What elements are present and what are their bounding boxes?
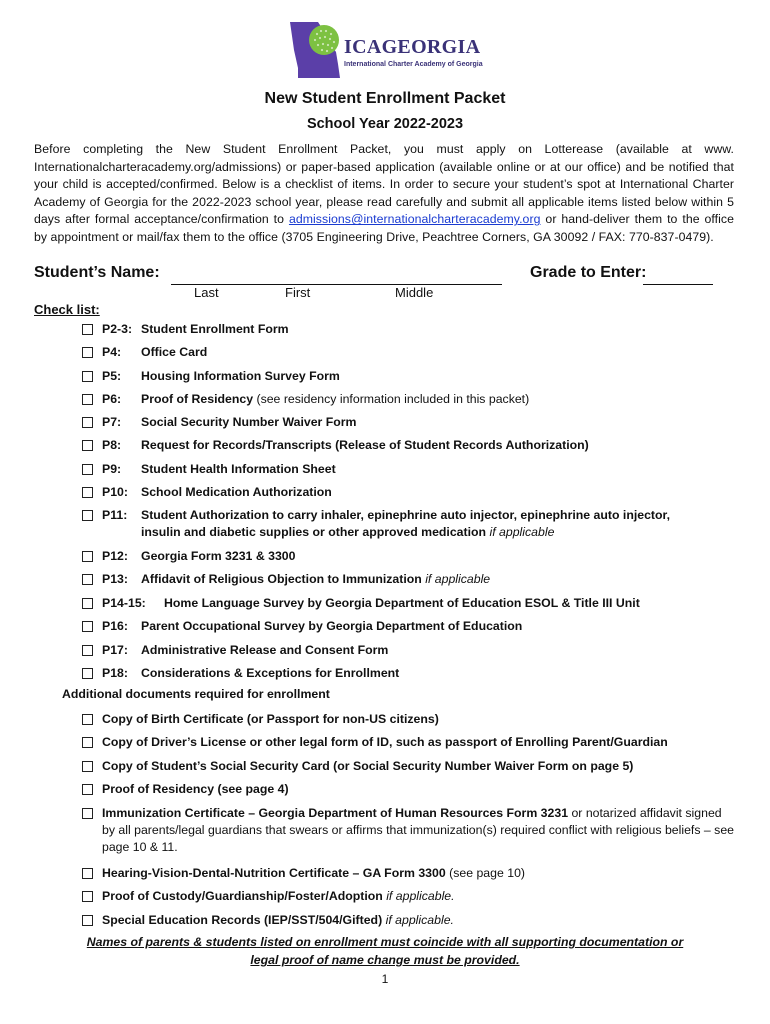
checkbox[interactable] xyxy=(82,761,93,772)
checkbox[interactable] xyxy=(82,737,93,748)
item-desc-text: Special Education Records (IEP/SST/504/Gifted) xyxy=(102,913,383,927)
first-label: First xyxy=(285,285,311,300)
checklist-title: Check list: xyxy=(34,302,100,317)
item-applicable-note: if applicable xyxy=(421,572,491,586)
item-description xyxy=(141,665,701,682)
item-page-code: P8: xyxy=(102,438,122,452)
item-page-code: P17: xyxy=(102,643,128,657)
item-page-code: P6: xyxy=(102,392,122,406)
item-desc-text: Student Enrollment Form xyxy=(141,322,289,336)
item-desc-text: Parent Occupational Survey by Georgia Department of Education xyxy=(141,619,523,633)
doc-description xyxy=(102,711,734,728)
additional-docs-title: Additional documents required for enrollment xyxy=(62,687,330,701)
item-note: (see residency information included in this packet) xyxy=(253,392,530,406)
item-page-code: P9: xyxy=(102,462,122,476)
item-description xyxy=(141,414,701,431)
logo-subtitle: International Charter Academy of Georgia xyxy=(344,61,483,68)
item-description xyxy=(141,461,701,478)
checkbox[interactable] xyxy=(82,598,93,609)
item-applicable-note: if applicable. xyxy=(382,913,454,927)
item-desc-text: Administrative Release and Consent Form xyxy=(141,643,389,657)
item-description xyxy=(141,548,701,565)
item-page-code: P13: xyxy=(102,572,128,586)
item-desc-text: Social Security Number Waiver Form xyxy=(141,415,357,429)
item-desc-text: Request for Records/Transcripts (Release of Student Records Authorization) xyxy=(141,438,589,452)
checkbox[interactable] xyxy=(82,510,93,521)
page-title: New Student Enrollment Packet xyxy=(264,90,506,107)
item-desc-text: Copy of Birth Certificate (or Passport for non-US citizens) xyxy=(102,712,439,726)
logo-name: ICAGEORGIA xyxy=(344,36,481,58)
checkbox[interactable] xyxy=(82,868,93,879)
checkbox[interactable] xyxy=(82,574,93,585)
intro-paragraph xyxy=(34,141,734,247)
admissions-email-link[interactable]: admissions@internationalcharteracademy.org xyxy=(288,212,541,227)
page-number: 1 xyxy=(381,972,389,986)
item-desc-text: School Medication Authorization xyxy=(141,485,332,499)
item-desc-text: Georgia Form 3231 & 3300 xyxy=(141,549,296,563)
item-description xyxy=(141,321,701,338)
item-description xyxy=(141,344,701,361)
checkbox[interactable] xyxy=(82,784,93,795)
item-desc-text: Office Card xyxy=(141,345,208,359)
item-desc-text: Considerations & Exceptions for Enrollment xyxy=(141,666,400,680)
item-desc-text: Affidavit of Religious Objection to Immunization xyxy=(141,572,422,586)
checkbox[interactable] xyxy=(82,808,93,819)
checkbox[interactable] xyxy=(82,915,93,926)
item-description xyxy=(141,368,701,385)
intro-text-before: Before completing the New Student Enrollment Packet, you must apply on Lotterease (available at www. Internationalcharteracademy.org/admissions) or paper-based application (available online or at our office) and be notified that your child is accepted/confirmed. Below is a checklist of items. In order to secure your student’s spot at International Charter Academy of Georgia for the 2022-2023 school year, please read carefully and submit all applicable items listed below within 5 days after formal acceptance/confirmation to xyxy=(34,142,734,227)
checkbox[interactable] xyxy=(82,487,93,498)
item-description xyxy=(141,571,701,588)
checkbox[interactable] xyxy=(82,891,93,902)
checkbox[interactable] xyxy=(82,621,93,632)
item-desc-text: Proof of Residency (see page 4) xyxy=(102,782,289,796)
checkbox[interactable] xyxy=(82,714,93,725)
middle-label: Middle xyxy=(395,285,434,300)
checkbox[interactable] xyxy=(82,464,93,475)
checkbox[interactable] xyxy=(82,668,93,679)
item-description xyxy=(141,391,701,408)
doc-description xyxy=(102,888,734,905)
item-desc-text: Copy of Student’s Social Security Card (or Social Security Number Waiver Form on page 5) xyxy=(102,759,634,773)
grade-field[interactable] xyxy=(643,284,713,285)
item-page-code: P10: xyxy=(102,485,128,499)
student-name-label: Student’s Name: xyxy=(34,264,160,281)
item-desc-text: Student Health Information Sheet xyxy=(141,462,336,476)
checkbox[interactable] xyxy=(82,394,93,405)
intro-text-after: or hand-deliver them to the office by appointment or mail/fax them to the office (3705 Engineering Drive, Peachtree Corners, GA 30092 / FAX: 770-837-0479). xyxy=(34,212,735,244)
checkbox[interactable] xyxy=(82,551,93,562)
doc-description xyxy=(102,805,734,856)
item-desc-text: Hearing-Vision-Dental-Nutrition Certificate – GA Form 3300 xyxy=(102,866,446,880)
item-applicable-note: if applicable xyxy=(486,525,555,539)
item-note: (see page 10) xyxy=(445,866,526,880)
item-description xyxy=(141,437,701,454)
item-page-code: P4: xyxy=(102,345,122,359)
doc-description xyxy=(102,758,734,775)
doc-description xyxy=(102,734,734,751)
item-page-code: P11: xyxy=(102,508,128,522)
item-desc-text: Housing Information Survey Form xyxy=(141,369,340,383)
student-name-field[interactable] xyxy=(171,284,502,285)
item-page-code: P14-15: xyxy=(102,596,146,610)
item-applicable-note: if applicable. xyxy=(382,889,455,903)
item-description xyxy=(141,507,701,541)
footer-note-line1: Names of parents & students listed on enrollment must coincide with all supporting documentation or xyxy=(86,935,684,949)
item-page-code: P12: xyxy=(102,549,128,563)
item-desc-text: Home Language Survey by Georgia Department of Education ESOL & Title III Unit xyxy=(164,596,640,610)
item-description xyxy=(141,618,701,635)
item-desc-text: Student Authorization to carry inhaler, epinephrine auto injector, epinephrine auto injector, insulin and diabetic supplies or other approved medication xyxy=(141,508,671,539)
doc-description xyxy=(102,781,734,798)
school-year: School Year 2022-2023 xyxy=(306,116,464,132)
item-description xyxy=(141,484,701,501)
item-page-code: P16: xyxy=(102,619,128,633)
checkbox[interactable] xyxy=(82,347,93,358)
item-desc-text: Immunization Certificate – Georgia Department of Human Resources Form 3231 xyxy=(102,806,569,820)
item-page-code: P7: xyxy=(102,415,122,429)
item-description xyxy=(164,595,724,612)
checkbox[interactable] xyxy=(82,417,93,428)
student-name-row xyxy=(34,264,734,286)
item-page-code: P18: xyxy=(102,666,128,680)
item-page-code: P5: xyxy=(102,369,122,383)
item-description xyxy=(141,642,701,659)
checkbox[interactable] xyxy=(82,324,93,335)
footer-note-line2: legal proof of name change must be provided. xyxy=(250,953,520,967)
item-desc-text: Proof of Custody/Guardianship/Foster/Adoption xyxy=(102,889,383,903)
item-note: or notarized affidavit signed by all parents/legal guardians that swears or affirms that immunization(s) required conflict with religious beliefs – see page 10 & 11. xyxy=(102,806,734,854)
item-desc-text: Proof of Residency xyxy=(141,392,254,406)
doc-description xyxy=(102,912,734,929)
grade-label: Grade to Enter: xyxy=(530,264,647,281)
last-label: Last xyxy=(194,285,219,300)
checkbox[interactable] xyxy=(82,371,93,382)
checkbox[interactable] xyxy=(82,645,93,656)
item-desc-text: Copy of Driver’s License or other legal form of ID, such as passport of Enrolling Parent/Guardian xyxy=(102,735,668,749)
school-logo xyxy=(288,20,483,82)
item-page-code: P2-3: xyxy=(102,322,133,336)
doc-description xyxy=(102,865,734,882)
checkbox[interactable] xyxy=(82,440,93,451)
georgia-globe-icon xyxy=(288,20,348,82)
